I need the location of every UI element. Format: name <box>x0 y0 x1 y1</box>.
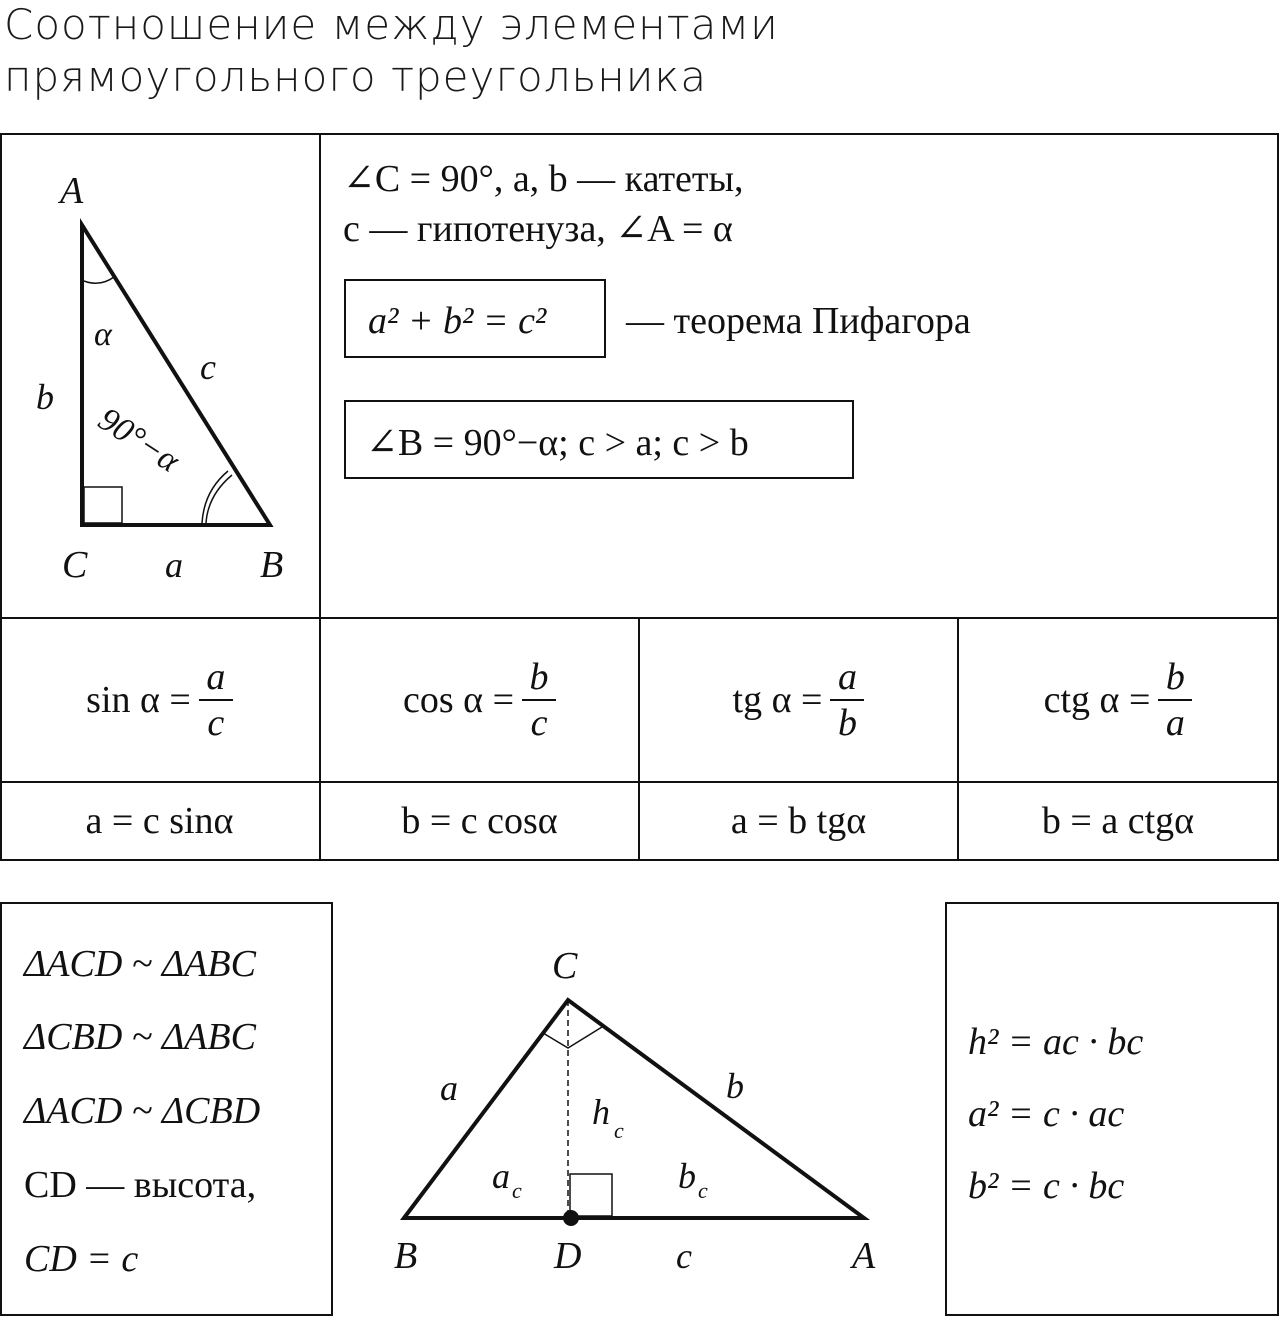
side-a-label: a <box>440 1068 458 1108</box>
segment-b-subscript: c <box>698 1178 708 1203</box>
fraction-denominator: c <box>530 702 548 744</box>
fraction-numerator: a <box>206 656 226 698</box>
segment-a-subscript: c <box>512 1178 522 1203</box>
trig-cell-sin <box>0 619 319 781</box>
fraction <box>199 655 233 745</box>
height-label: h <box>592 1092 610 1132</box>
fraction <box>830 655 864 745</box>
height-subscript: c <box>614 1118 624 1143</box>
definition-line2: c — гипотенуза, ∠A = α <box>343 208 733 250</box>
side-b-label: b <box>726 1066 744 1106</box>
fraction-denominator: c <box>207 702 225 744</box>
trig-func-label: ctg α = <box>1043 679 1151 721</box>
fraction-numerator: a <box>837 656 857 698</box>
side-c-label: c <box>200 347 216 387</box>
trig-func-label: sin α = <box>86 679 191 721</box>
vertex-a-label: A <box>852 1235 876 1277</box>
pythagoras-label: — теорема Пифагора <box>626 300 971 342</box>
height-formula: h² = aс · bс <box>968 1021 1144 1063</box>
fraction-numerator: b <box>1165 656 1185 698</box>
similarity-line: CD = c <box>24 1238 139 1280</box>
fraction <box>522 655 556 745</box>
side-c-label: c <box>676 1236 692 1276</box>
vertex-b-label: B <box>260 544 284 586</box>
vertex-a-label: A <box>60 170 84 212</box>
segment-b-label: b <box>678 1156 696 1196</box>
vertex-d-label: D <box>554 1235 582 1277</box>
pythagoras-formula: a² + b² = c² <box>368 300 547 342</box>
height-formula: a² = c · aс <box>968 1093 1125 1135</box>
similarity-line: ΔCBD ~ ΔABC <box>24 1016 256 1058</box>
angle-b-label: 90°−α <box>91 400 186 480</box>
side-b-label: b <box>36 377 54 417</box>
vertex-c-label: C <box>552 945 578 987</box>
trig-cell-cos <box>321 619 638 781</box>
fraction-denominator: a <box>1165 702 1185 744</box>
right-triangle-diagram <box>0 135 318 615</box>
trig-func-label: cos α = <box>403 679 514 721</box>
fraction <box>1158 655 1192 745</box>
fraction-denominator: b <box>837 702 857 744</box>
fraction-numerator: b <box>529 656 549 698</box>
vertex-b-label: B <box>394 1235 418 1277</box>
trig-cell-tg <box>640 619 957 781</box>
side-a-label: a <box>165 545 183 585</box>
similarity-line: CD — высота, <box>24 1164 257 1206</box>
height-formula: b² = c · bс <box>968 1165 1125 1207</box>
angle-alpha-label: α <box>94 316 112 353</box>
angle-relation: ∠B = 90°−α; c > a; c > b <box>366 422 749 464</box>
height-triangle-diagram <box>340 930 940 1310</box>
similarity-line: ΔACD ~ ΔCBD <box>24 1090 261 1132</box>
segment-a-label: a <box>492 1156 510 1196</box>
page-title-line1: Соотношение между элементами <box>4 0 779 49</box>
trig-cell-ctg <box>959 619 1277 781</box>
vertex-c-label: C <box>62 544 88 586</box>
side-formula-cell: b = c cosα <box>401 800 558 842</box>
definition-line1: ∠C = 90°, a, b — катеты, <box>343 158 744 200</box>
similarity-line: ΔACD ~ ΔABC <box>24 943 256 985</box>
side-formula-cell: b = a ctgα <box>1041 800 1195 842</box>
side-formula-cell: a = b tgα <box>730 800 867 842</box>
page-title-line2: прямоугольного треугольника <box>4 52 708 101</box>
side-formula-cell: a = c sinα <box>85 800 234 842</box>
trig-func-label: tg α = <box>732 679 823 721</box>
